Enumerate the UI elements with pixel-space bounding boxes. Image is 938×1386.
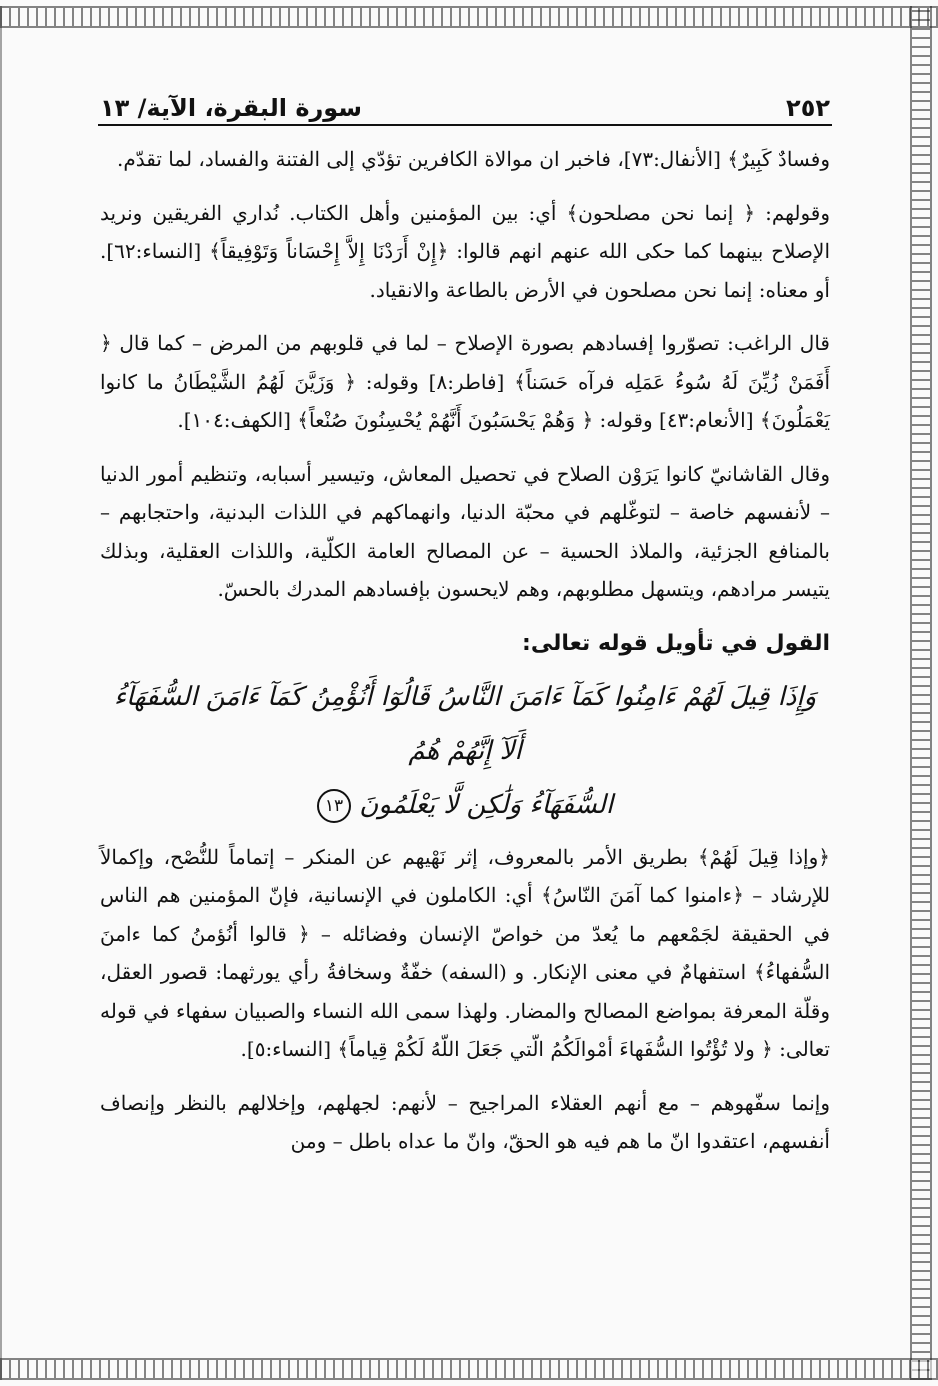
page-body bbox=[100, 140, 830, 1176]
quran-verse bbox=[100, 670, 830, 832]
page-running-title: سورة البقرة، الآية/ ١٣ bbox=[100, 94, 362, 122]
page-number: ٢٥٢ bbox=[786, 94, 830, 122]
top-ornament-border bbox=[0, 6, 938, 28]
header-rule bbox=[98, 124, 832, 126]
ayah-number-badge: ١٣ bbox=[317, 789, 351, 823]
paragraph: قال الراغب: تصوّروا إفسادهم بصورة الإصلاح – لما في قلوبهم من المرض – كما قال ﴿ أَفَمَنْ زُيِّنَ لَهُ سُوءُ عَمَلِه فرآه حَسَناً﴾ [فاطر:٨] وقوله: ﴿ وَزَيَّنَ لَهُمُ الشَّيْطَانُ ما كانوا يَعْمَلُونَ﴾ [الأنعام:٤٣] وقوله: ﴿ وَهُمْ يَحْسَبُونَ أَنَّهُمْ يُحْسِنُونَ صُنْعاً﴾ [الكهف:١٠٤]. bbox=[100, 331, 831, 432]
paragraph: وقال القاشانيّ كانوا يَرَوْن الصلاح في تحصيل المعاش، وتيسير أسبابه، وتنظيم أمور الدنيا – لأنفسهم خاصة – لتوغّلهم في محبّة الدنيا، وانهماكهم في اللذات البدنية، واحتجابهم – بالمنافع الجزئية، والملاذ الحسية – عن المصالح العامة الكلّية، واللذات العقلية، وبذلك يتيسر مرادهم، ويتسهل مطلوبهم، وهم لايحسون بإفسادهم المدرك بالحسّ. bbox=[100, 461, 830, 601]
paragraph: وفسادٌ كَبِيرٌ﴾ [الأنفال:٧٣]، فاخبر ان موالاة الكافرين تؤدّي إلى الفتنة والفساد، لما تقدّم. bbox=[117, 147, 830, 171]
paragraph: وإنما سفّهوهم – مع أنهم العقلاء المراجيح – لأنهم: لجهلهم، وإخلالهم بالنظر وإنصاف أنفسهم، اعتقدوا انّ ما هم فيه هو الحقّ، وانّ ما عداه باطل – ومن bbox=[100, 1090, 830, 1153]
left-edge-line bbox=[0, 6, 2, 1380]
page-header bbox=[100, 76, 830, 122]
paragraph: ﴿وإذا قِيلَ لَهُمْ﴾ بطريق الأمر بالمعروف، إثر نَهْيهم عن المنكر – إتماماً للنُّصْح، وإكمالاً للإرشاد – ﴿ءامنوا كما آمَنَ النّاسُ﴾ أي: الكاملون في الإنسانية، فإنّ المؤمنين هم الناس في الحقيقة لجَمْعهم ما يُعدّ من خواصّ الإنسان وفضائله – ﴿ قالوا أنُؤمنُ كما ءامنَ السُّفهاءُ﴾ استفهامٌ في معنى الإنكار. و (السفه) خفّةٌ وسخافةُ رأي يورثهما: قصور العقل، وقلّة المعرفة بمواضع المصالح والمضار. ولهذا سمى الله النساء والصبيان سفهاء في قوله تعالى: ﴿ ولا تُؤْتُوا السُّفَهاءَ أمْوالَكُمُ الّتي جَعَلَ اللّهُ لَكُمْ قِياماً﴾ [النساء:٥]. bbox=[100, 844, 830, 1061]
verse-line-2 bbox=[100, 778, 830, 832]
paragraph: وقولهم: ﴿ إنما نحن مصلحون﴾ أي: بين المؤمنين وأهل الكتاب. نُداري الفريقين ونريد الإصلاح بينهما كما حكى الله عنهم انهم قالوا: ﴿إِنْ أَرَدْنَا إِلاَّ إِحْسَاناً وَتَوْفِيقاً﴾ [النساء:٦٢]. أو معناه: إنما نحن مصلحون في الأرض بالطاعة والانقياد. bbox=[100, 200, 830, 302]
verse-line-text: السُّفَهَآءُ وَلَٰكِن لَّا يَعْلَمُونَ bbox=[359, 789, 614, 820]
bottom-ornament-border bbox=[0, 1358, 938, 1380]
side-ornament-border bbox=[910, 6, 932, 1380]
section-heading: القول في تأويل قوله تعالى: bbox=[522, 630, 830, 656]
verse-line: وَإِذَا قِيلَ لَهُمْ ءَامِنُوا كَمَآ ءَامَنَ النَّاسُ قَالُوٓا أَنُؤْمِنُ كَمَآ ءَامَنَ السُّفَهَآءُ أَلَآ إِنَّهُمْ هُمُ bbox=[113, 681, 817, 766]
